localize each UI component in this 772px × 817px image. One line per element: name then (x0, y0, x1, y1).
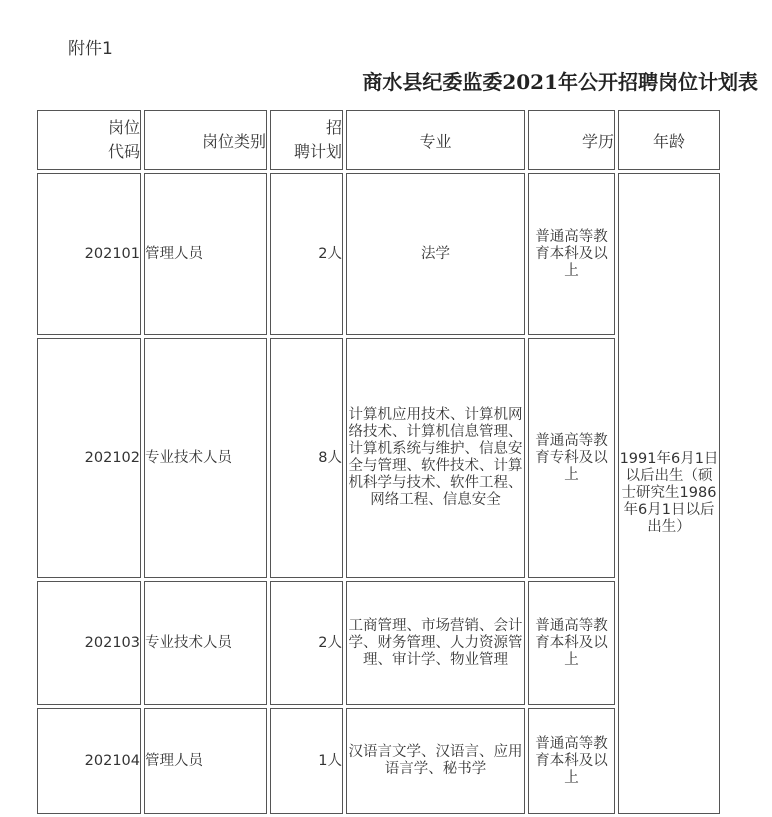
header-code-line2: 代码 (107, 142, 140, 161)
header-quota-line2: 聘计划 (293, 142, 342, 161)
education-cell: 普通高等教育本科及以上 (528, 581, 615, 705)
header-position-code (37, 110, 141, 170)
major-cell: 工商管理、市场营销、会计学、财务管理、人力资源管理、审计学、物业管理 (346, 581, 525, 705)
education-cell: 普通高等教育本科及以上 (528, 708, 615, 814)
major-cell: 计算机应用技术、计算机网络技术、计算机信息管理、计算机系统与维护、信息安全与管理、软件技术、计算机科学与技术、软件工程、网络工程、信息安全 (346, 338, 525, 578)
header-major: 专业 (346, 110, 525, 170)
header-education: 学历 (528, 110, 615, 170)
position-category-cell: 专业技术人员 (144, 581, 267, 705)
position-code-cell: 202101 (37, 173, 141, 335)
recruitment-plan-table (34, 107, 723, 817)
major-cell: 法学 (346, 173, 525, 335)
header-quota-line1: 招 (325, 118, 342, 137)
header-age: 年龄 (618, 110, 720, 170)
age-requirement-cell: 1991年6月1日以后出生（硕士研究生1986年6月1日以后出生） (618, 173, 720, 814)
major-cell: 汉语言文学、汉语言、应用语言学、秘书学 (346, 708, 525, 814)
position-code-cell: 202103 (37, 581, 141, 705)
header-quota (270, 110, 343, 170)
document-title: 商水县纪委监委2021年公开招聘岗位计划表 (362, 70, 758, 94)
position-code-cell: 202102 (37, 338, 141, 578)
position-category-cell: 管理人员 (144, 173, 267, 335)
position-code-cell: 202104 (37, 708, 141, 814)
header-code-line1: 岗位 (107, 118, 140, 137)
header-position-category: 岗位类别 (144, 110, 267, 170)
attachment-label: 附件1 (68, 39, 113, 59)
quota-cell: 8人 (270, 338, 343, 578)
table-row (37, 173, 720, 335)
education-cell: 普通高等教育专科及以上 (528, 338, 615, 578)
quota-cell: 1人 (270, 708, 343, 814)
position-category-cell: 管理人员 (144, 708, 267, 814)
quota-cell: 2人 (270, 581, 343, 705)
quota-cell: 2人 (270, 173, 343, 335)
table-header-row (37, 110, 720, 170)
education-cell: 普通高等教育本科及以上 (528, 173, 615, 335)
position-category-cell: 专业技术人员 (144, 338, 267, 578)
